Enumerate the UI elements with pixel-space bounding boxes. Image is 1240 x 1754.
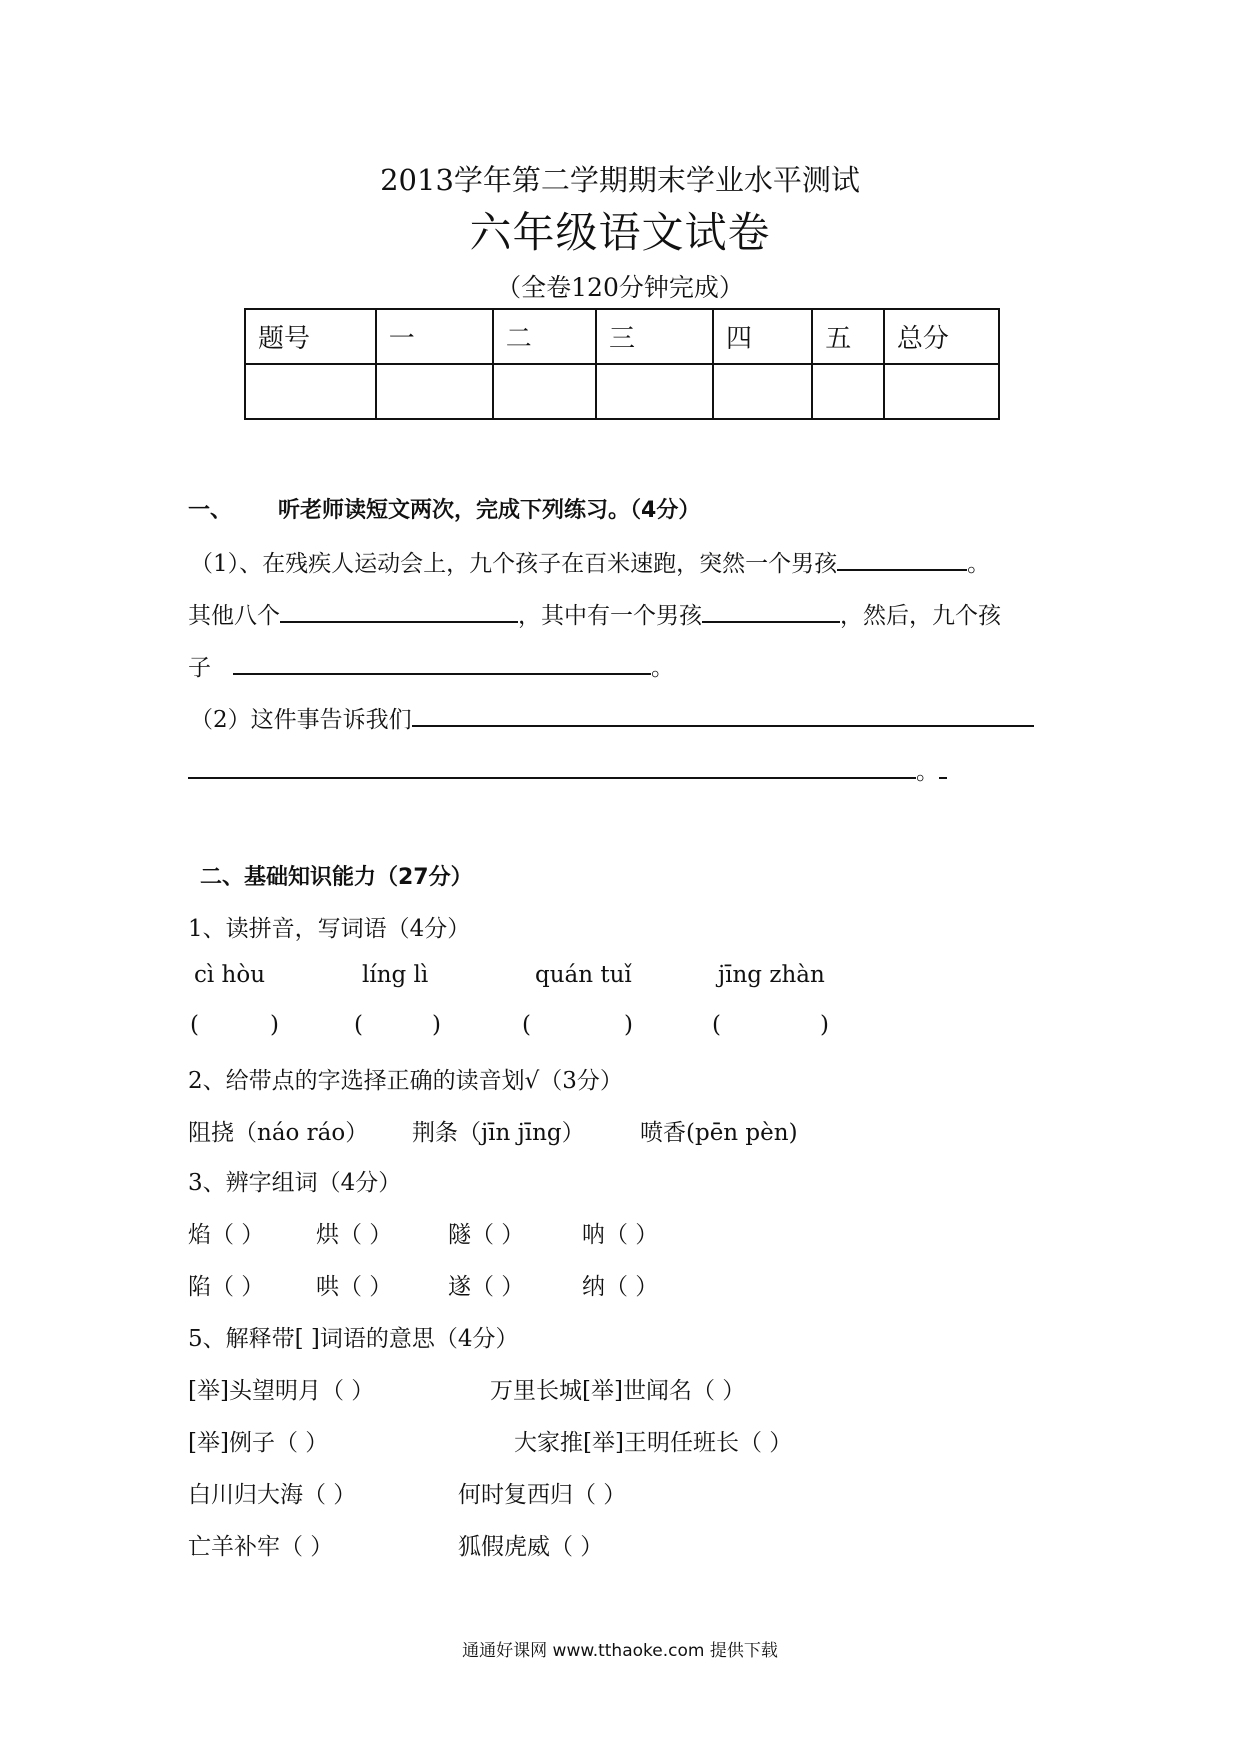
score-table bbox=[244, 308, 1000, 420]
q3-item: 陷（ ） bbox=[188, 1274, 265, 1300]
exam-time-note: （全卷120分钟完成） bbox=[496, 273, 744, 302]
score-cell[interactable] bbox=[884, 364, 999, 419]
score-cell[interactable] bbox=[596, 364, 713, 419]
answer-paren-close: ) bbox=[432, 1012, 441, 1038]
score-header-cell: 三 bbox=[596, 309, 713, 364]
q1-text: ，其中有一个男孩 bbox=[518, 603, 702, 629]
score-cell[interactable] bbox=[245, 364, 376, 419]
score-table-header-row bbox=[245, 309, 999, 364]
answer-blank[interactable] bbox=[702, 599, 840, 623]
q5-item: 万里长城[举]世闻名（ ） bbox=[490, 1378, 746, 1404]
section1-q2-line2 bbox=[188, 753, 947, 786]
score-header-cell: 一 bbox=[376, 309, 493, 364]
q3-item: 纳（ ） bbox=[582, 1274, 659, 1300]
score-cell[interactable] bbox=[812, 364, 884, 419]
section1-heading bbox=[188, 493, 700, 524]
section2-q1-title: 1、读拼音，写词语（4分） bbox=[188, 916, 471, 942]
q2-item-text: 喷香(pēn pèn) bbox=[640, 1120, 798, 1146]
q3-item: 隧（ ） bbox=[448, 1222, 525, 1248]
answer-paren-open: ( bbox=[522, 1012, 531, 1038]
q3-item: 哄（ ） bbox=[316, 1274, 393, 1300]
exam-title: 六年级语文试卷 bbox=[469, 208, 771, 257]
exam-subtitle: 2013学年第二学期期末学业水平测试 bbox=[380, 163, 860, 197]
score-table-blank-row bbox=[245, 364, 999, 419]
answer-paren-close: ) bbox=[270, 1012, 279, 1038]
answer-blank[interactable] bbox=[412, 703, 1034, 727]
answer-paren-open: ( bbox=[190, 1012, 199, 1038]
score-cell[interactable] bbox=[713, 364, 812, 419]
answer-blank[interactable] bbox=[837, 547, 967, 571]
answer-blank[interactable] bbox=[939, 755, 947, 779]
q2-item bbox=[412, 1114, 585, 1147]
q5-item: 狐假虎威（ ） bbox=[458, 1534, 604, 1560]
score-header-cell: 题号 bbox=[245, 309, 376, 364]
section1-heading-number: 一、 bbox=[188, 498, 233, 523]
answer-paren-close: ) bbox=[624, 1012, 633, 1038]
section1-heading-text: 听老师读短文两次，完成下列练习。（4分） bbox=[278, 498, 701, 523]
q2-item bbox=[640, 1114, 798, 1147]
q3-item: 烘（ ） bbox=[316, 1222, 393, 1248]
score-cell[interactable] bbox=[376, 364, 493, 419]
section1-q1-line1 bbox=[190, 545, 990, 578]
pinyin-item: quán tuǐ bbox=[535, 962, 632, 988]
section2-q3-title: 3、辨字组词（4分） bbox=[188, 1170, 402, 1196]
q1-period: 。 bbox=[967, 551, 991, 577]
section1-q1-line3 bbox=[188, 649, 674, 682]
q5-item: 大家推[举]王明任班长（ ） bbox=[514, 1430, 793, 1456]
q2-period: 。 bbox=[916, 759, 939, 785]
section2-q2-title: 2、给带点的字选择正确的读音划√（3分） bbox=[188, 1068, 623, 1094]
score-header-cell: 二 bbox=[493, 309, 596, 364]
answer-blank[interactable] bbox=[280, 599, 518, 623]
q1-text: 其他八个 bbox=[188, 603, 280, 629]
score-header-cell: 总分 bbox=[884, 309, 999, 364]
answer-paren-open: ( bbox=[354, 1012, 363, 1038]
section2-q5-title: 5、解释带[ ]词语的意思（4分） bbox=[188, 1326, 519, 1352]
q5-item: 何时复西归（ ） bbox=[458, 1482, 627, 1508]
section1-q2-line1 bbox=[190, 701, 1034, 734]
score-header-cell: 五 bbox=[812, 309, 884, 364]
q1-text: ，然后，九个孩 bbox=[840, 603, 1001, 629]
score-header-cell: 四 bbox=[713, 309, 812, 364]
q5-item: [举]头望明月（ ） bbox=[188, 1378, 375, 1404]
pinyin-item: cì hòu bbox=[194, 962, 266, 988]
q2-item bbox=[188, 1114, 368, 1147]
score-cell[interactable] bbox=[493, 364, 596, 419]
q2-item-text: 阻挠（náo ráo） bbox=[188, 1120, 369, 1146]
section1-q1-line2 bbox=[188, 597, 1001, 630]
answer-blank[interactable] bbox=[188, 755, 916, 779]
pinyin-item: jīng zhàn bbox=[718, 962, 825, 988]
q1-period: 。 bbox=[651, 655, 674, 681]
q1-text: （1）、在残疾人运动会上，九个孩子在百米速跑，突然一个男孩 bbox=[190, 551, 838, 577]
q3-item: 焰（ ） bbox=[188, 1222, 265, 1248]
answer-paren-close: ) bbox=[820, 1012, 829, 1038]
answer-blank[interactable] bbox=[233, 651, 651, 675]
q1-text: 子 bbox=[188, 655, 211, 681]
answer-paren-open: ( bbox=[712, 1012, 721, 1038]
q2-item-text: 荆条（jīn jīng） bbox=[412, 1120, 585, 1146]
q5-item: 白川归大海（ ） bbox=[188, 1482, 357, 1508]
q3-item: 遂（ ） bbox=[448, 1274, 525, 1300]
q3-item: 呐（ ） bbox=[582, 1222, 659, 1248]
q5-item: [举]例子（ ） bbox=[188, 1430, 329, 1456]
section2-heading: 二、基础知识能力（27分） bbox=[200, 865, 473, 890]
page-footer: 通通好课网 www.tthaoke.com 提供下载 bbox=[462, 1641, 778, 1661]
q2-text: （2）这件事告诉我们 bbox=[190, 707, 412, 733]
q5-item: 亡羊补牢（ ） bbox=[188, 1534, 334, 1560]
pinyin-item: líng lì bbox=[362, 962, 429, 988]
